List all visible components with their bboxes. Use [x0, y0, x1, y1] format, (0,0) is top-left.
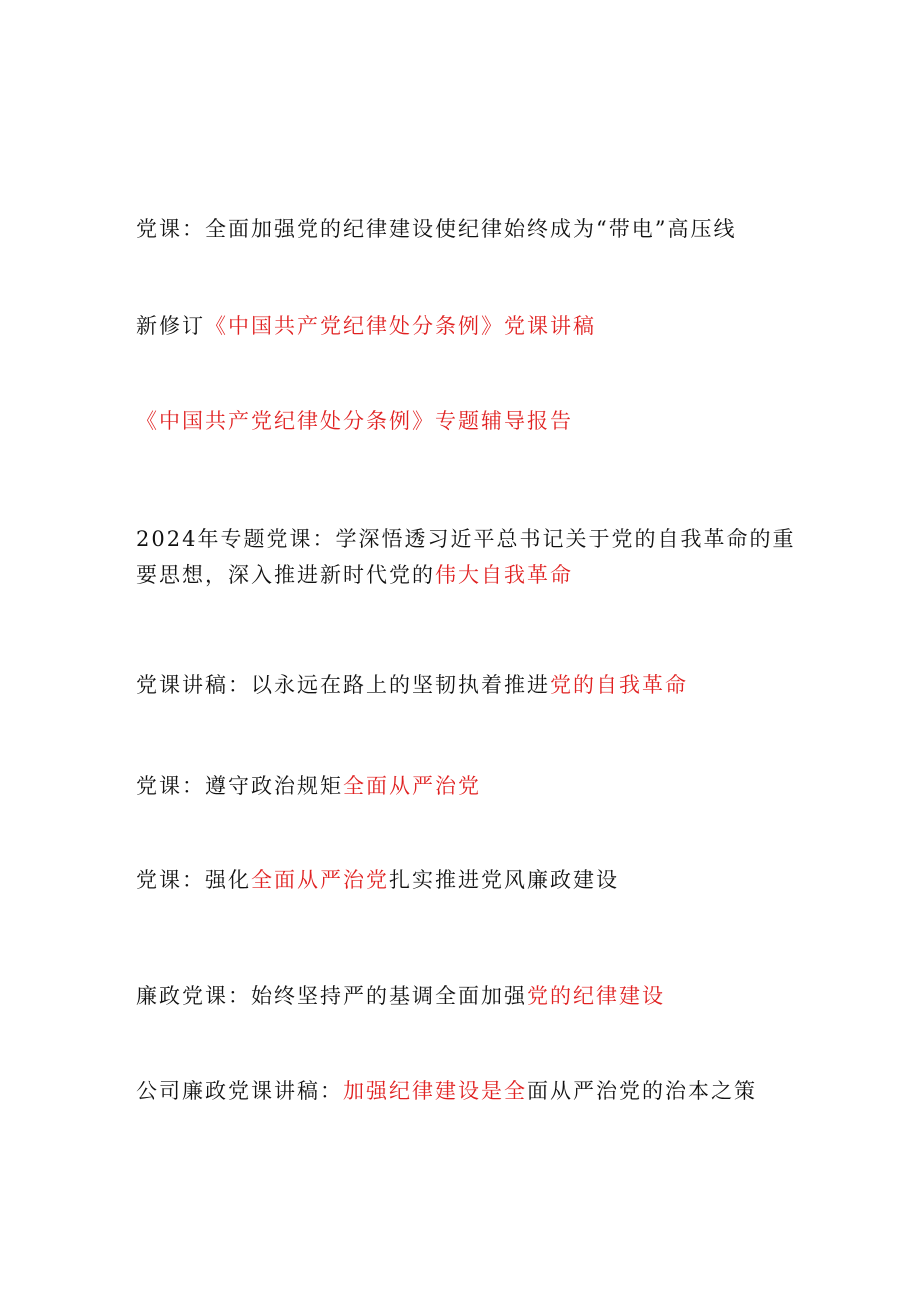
- title-entry-1: [136, 211, 796, 247]
- entry-6-highlight: 全面从严治党: [343, 774, 481, 798]
- entry-5-text: 党课讲稿：以永远在路上的坚韧执着推进: [136, 673, 550, 697]
- entry-5-highlight: 党的自我革命: [550, 673, 688, 697]
- entry-4-text: 2024年专题党课：学深悟透习近平总书记关于党的自我革命的重要思想，深入推进新时代党的: [136, 527, 796, 587]
- entry-7-highlight: 全面从严治党: [251, 868, 389, 892]
- entry-1-text: 党课：全面加强党的纪律建设使纪律始终成为“带电”高压线: [136, 217, 737, 241]
- title-entry-2: [136, 308, 796, 344]
- entry-8-highlight: 党的纪律建设: [527, 984, 665, 1008]
- title-entry-9: [136, 1073, 796, 1109]
- title-entry-3: [136, 403, 796, 439]
- entry-8-text: 廉政党课：始终坚持严的基调全面加强: [136, 984, 527, 1008]
- entry-2-highlight: 《中国共产党纪律处分条例》党课讲稿: [205, 314, 596, 338]
- entry-9-text-a: 公司廉政党课讲稿：: [136, 1079, 343, 1103]
- entry-9-text-b: 面从严治党的治本之策: [527, 1079, 757, 1103]
- title-entry-5: [136, 667, 796, 703]
- entry-3-highlight: 《中国共产党纪律处分条例》专题辅导报告: [136, 409, 573, 433]
- entry-4-highlight: 伟大自我革命: [435, 563, 573, 587]
- title-entry-7: [136, 862, 796, 898]
- entry-7-text-b: 扎实推进党风廉政建设: [389, 868, 619, 892]
- title-entry-4: [136, 521, 796, 593]
- entry-6-text: 党课：遵守政治规矩: [136, 774, 343, 798]
- entry-2-text: 新修订: [136, 314, 205, 338]
- title-entry-8: [136, 978, 796, 1014]
- entry-9-highlight: 加强纪律建设是全: [343, 1079, 527, 1103]
- title-entry-6: [136, 768, 796, 804]
- entry-7-text-a: 党课：强化: [136, 868, 251, 892]
